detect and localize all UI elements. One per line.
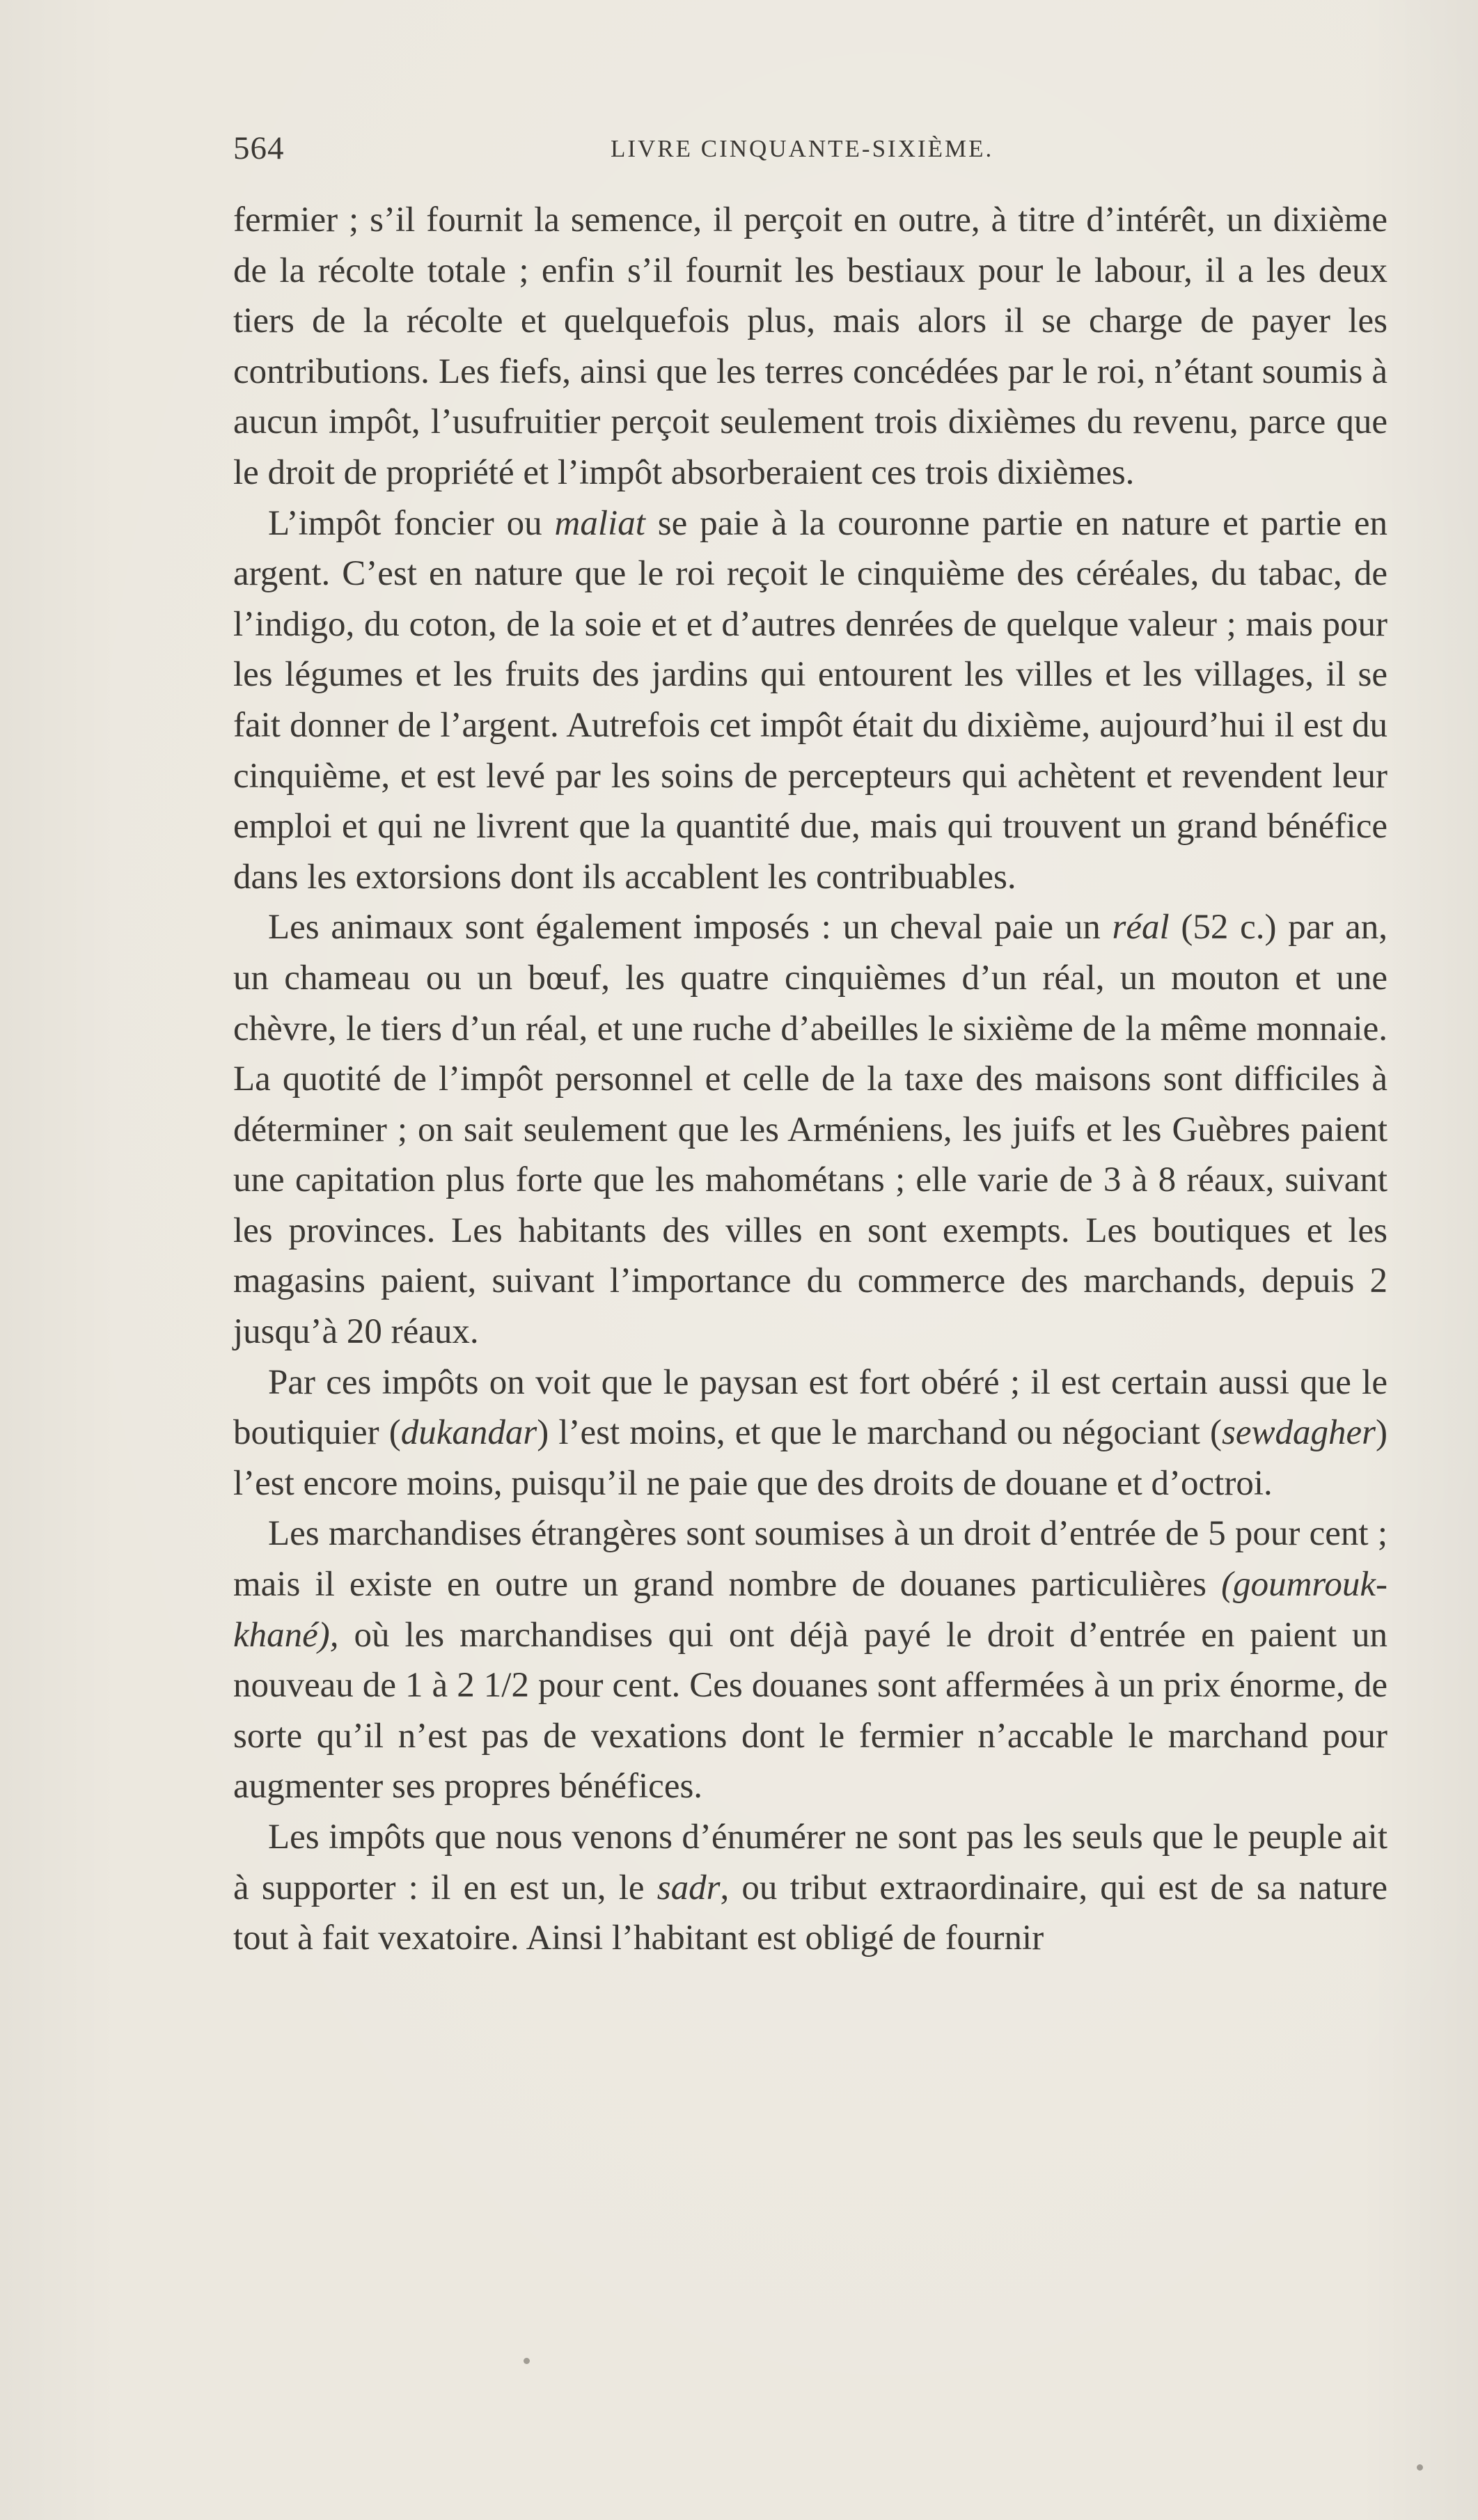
text-run: Les animaux sont également imposés : un cheval paie un — [268, 908, 1113, 947]
text-run: fermier ; s’il fournit la semence, il perçoit en outre, à titre d’intérêt, un dixième de la récolte totale ; enfin s’il fournit les bestiaux pour le labour, il a les deux tiers de la récolte et quelquefois plus, mais alors il se charge de payer les contributions. Les fiefs, ainsi que les terres concédées par le roi, n’étant soumis à aucun impôt, l’usufruitier perçoit seulement trois dixièmes du revenu, parce que le droit de propriété et l’impôt absorberaient ces trois dixièmes. — [233, 200, 1387, 492]
text-run: L’impôt foncier ou — [268, 503, 555, 543]
italic-term: réal — [1112, 908, 1170, 947]
paragraph — [233, 902, 1387, 1357]
text-run: Les marchandises étrangères sont soumises à un droit d’entrée de 5 pour cent ; mais il existe en outre un grand nombre de douanes particulières — [233, 1514, 1387, 1605]
page-number: 564 — [233, 130, 285, 166]
text-run: (52 c.) par an, un chameau ou un bœuf, les quatre cinquièmes d’un réal, un mouton et une chèvre, le tiers d’un réal, et une ruche d’abeilles le sixième de la même monnaie. La quotité de l’impôt personnel et celle de la taxe des maisons sont difficiles à déterminer ; on sait seulement que les Arméniens, les juifs et les Guèbres paient une capitation plus forte que les mahométans ; elle varie de 3 à 8 réaux, suivant les provinces. Les habitants des villes en sont exempts. Les boutiques et les magasins paient, suivant l’importance du commerce des marchands, depuis 2 jusqu’à 20 réaux. — [233, 908, 1387, 1352]
text-run: ) l’est encore moins, puisqu’il ne paie que des droits de douane et d’octroi. — [233, 1413, 1387, 1503]
italic-term: sadr — [657, 1868, 721, 1907]
paper-speck — [1417, 2464, 1423, 2471]
page-header — [233, 129, 1392, 171]
paper-speck — [524, 2358, 530, 2364]
text-run: ) l’est moins, et que le marchand ou négociant ( — [537, 1413, 1223, 1453]
italic-term: sewdagher — [1222, 1413, 1376, 1453]
italic-term: dukandar — [400, 1413, 537, 1453]
running-title: LIVRE CINQUANTE-SIXIÈME. — [611, 135, 994, 162]
text-run: Par ces impôts on voit que le paysan est fort obéré ; il est certain aussi que le boutiquier ( — [233, 1362, 1387, 1453]
text-run: Les impôts que nous venons d’énumérer ne sont pas les seuls que le peuple ait à supporter : il en est un, le — [233, 1818, 1387, 1907]
text-run: , ou tribut extraordinaire, qui est de sa nature tout à fait vexatoire. Ainsi l’habitant est obligé de fournir — [233, 1868, 1387, 1958]
italic-term: (goumrouk-khané), — [233, 1565, 1387, 1655]
paragraph — [233, 498, 1387, 903]
paragraph — [233, 195, 1387, 498]
text-run: se paie à la couronne partie en nature et partie en argent. C’est en nature que le roi reçoit le cinquième des céréales, du tabac, de l’indigo, du coton, de la soie et et d’autres denrées de quelque valeur ; mais pour les légumes et les fruits des jardins qui entourent les villes et les villages, il se fait donner de l’argent. Autrefois cet impôt était du dixième, aujourd’hui il est du cinquième, et est levé par les soins de percepteurs qui achètent et revendent leur emploi et qui ne livrent que la quantité due, mais qui trouvent un grand bénéfice dans les extorsions dont ils accablent les contribuables. — [233, 503, 1387, 897]
text-run: où les marchandises qui ont déjà payé le droit d’entrée en paient un nouveau de 1 à 2 1/2 pour cent. Ces douanes sont affermées à un prix énorme, de sorte qu’il n’est pas de vexations dont le fermier n’accable le marchand pour augmenter ses propres bénéfices. — [233, 1615, 1387, 1806]
body-text — [233, 195, 1387, 1964]
paragraph — [233, 1509, 1387, 1812]
italic-term: maliat — [554, 503, 645, 543]
paragraph — [233, 1812, 1387, 1964]
paragraph — [233, 1357, 1387, 1509]
